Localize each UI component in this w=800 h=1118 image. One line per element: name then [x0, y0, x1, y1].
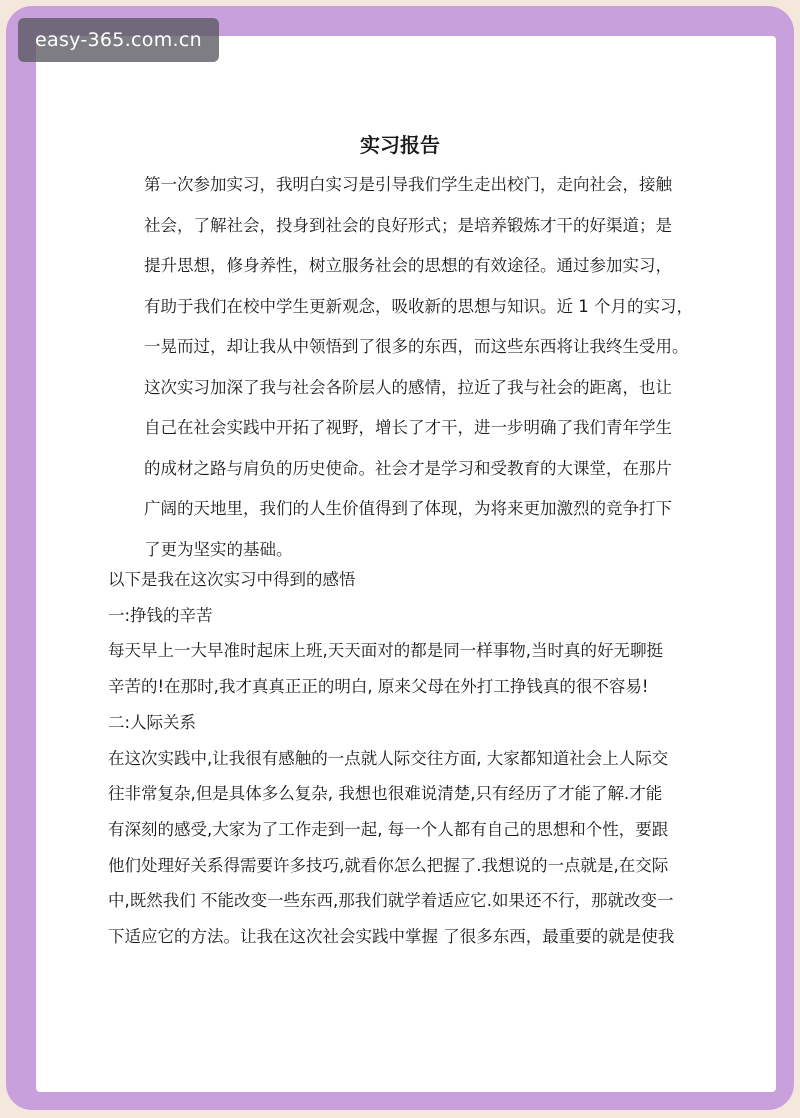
- text-line: 广阔的天地里，我们的人生价值得到了体现，为将来更加激烈的竞争打下: [144, 499, 672, 518]
- text-line: 这次实习加深了我与社会各阶层人的感情，拉近了我与社会的距离，也让: [144, 377, 672, 397]
- watermark-label: easy-365.com.cn: [18, 18, 219, 62]
- text-line: 自己在社会实践中开拓了视野，增长了才干，进一步明确了我们青年学生: [144, 418, 672, 437]
- document-title: 实习报告: [360, 133, 440, 157]
- text-line: 了更为坚实的基础。: [144, 539, 293, 559]
- text-line: 在这次实践中,让我很有感触的一点就人际交往方面, 大家都知道社会上人际交: [108, 748, 669, 768]
- text-line: 辛苦的!在那时,我才真真正正的明白, 原来父母在外打工挣钱真的很不容易!: [108, 677, 649, 697]
- text-line: 有深刻的感受,大家为了工作走到一起, 每一个人都有自己的思想和个性，要跟: [108, 819, 669, 839]
- text-line: 第一次参加实习，我明白实习是引导我们学生走出校门，走向社会，接触: [144, 175, 672, 194]
- text-line: 有助于我们在校中学生更新观念，吸收新的思想与知识。近 1 个月的实习，: [144, 296, 693, 316]
- section-intro-line: 以下是我在这次实习中得到的感悟: [108, 570, 356, 589]
- text-line: 下适应它的方法。让我在这次社会实践中掌握 了很多东西，最重要的就是使我: [108, 927, 675, 947]
- text-line: 中,既然我们 不能改变一些东西,那我们就学着适应它.如果还不行，那就改变一: [108, 891, 674, 911]
- section-heading-earning-money: 一:挣钱的辛苦: [108, 605, 213, 625]
- text-line: 的成材之路与肩负的历史使命。社会才是学习和受教育的大课堂，在那片: [144, 458, 672, 478]
- section-heading-relationships: 二:人际关系: [108, 712, 197, 732]
- text-line: 一晃而过，却让我从中领悟到了很多的东西，而这些东西将让我终生受用。: [144, 337, 689, 356]
- body-section: [108, 562, 718, 955]
- text-line: 社会，了解社会，投身到社会的良好形式；是培养锻炼才干的好渠道；是: [144, 215, 672, 235]
- text-line: 提升思想，修身养性，树立服务社会的思想的有效途径。通过参加实习，: [144, 256, 672, 275]
- text-line: 往非常复杂,但是具体多么复杂, 我想也很难说清楚,只有经历了才能了解.才能: [108, 784, 663, 804]
- text-line: 他们处理好关系得需要许多技巧,就看你怎么把握了.我想说的一点就是,在交际: [108, 855, 669, 875]
- intro-paragraph: [144, 165, 716, 570]
- text-line: 每天早上一大早准时起床上班,天天面对的都是同一样事物,当时真的好无聊挺: [108, 641, 663, 661]
